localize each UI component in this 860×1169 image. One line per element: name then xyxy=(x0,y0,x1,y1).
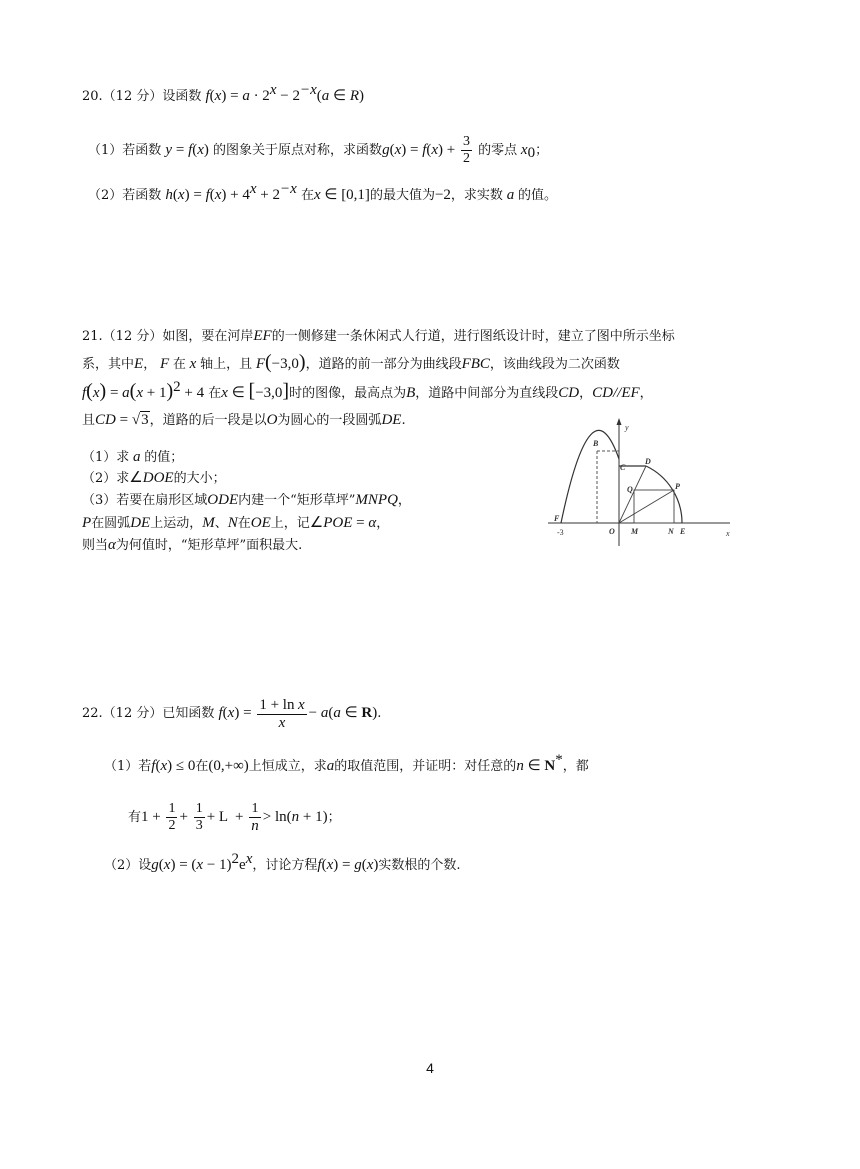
label-x: x xyxy=(726,529,730,538)
q20-part2: （2）若函数 $h(x) = f(x) + 4^x + 2^{-x}$ 在x ∈ [0,1]的最大值为−2，求实数 a 的值。 xyxy=(88,181,557,203)
q21-sub3: （3）若要在扇形区域ODE内建一个“矩形草坪”MNPQ， xyxy=(82,492,411,508)
label-o: O xyxy=(609,527,615,536)
label-q: Q xyxy=(627,485,633,494)
sqrt-3: √3 xyxy=(131,412,149,428)
label-neg3: -3 xyxy=(557,528,564,537)
label-b: B xyxy=(593,439,599,448)
label-m: M xyxy=(631,527,639,536)
label-e: E xyxy=(680,527,686,536)
label-d: D xyxy=(645,457,651,466)
q22-heading: 22.（12 分）已知函数 f(x) = $\frac{\text{1 + ln x}}{x}$ − a(a ∈ R). xyxy=(82,696,382,731)
q20-part1: （1）若函数 y = f(x) 的图象关于原点对称，求函数g(x) = f(x) + $\frac{3}{2}$ 的零点 $x_0$； xyxy=(88,134,549,166)
q22-inequality: 有1 + $\frac{1}{2}$ + $\frac{1}{3}$ + L + $\frac{1}{n}$ > ln(n + 1)； xyxy=(128,801,341,834)
q21-line2: 系，其中E， F 在 x 轴上，且 F(−3,0)，道路的前一部分为曲线段FBC，该曲线段为二次函数 xyxy=(82,351,620,373)
q20-heading: 20.（12 分）设函数 $f(x) = a \cdot 2^x - 2^{-x}(a$ ∈ R) xyxy=(82,82,364,104)
q21-sub1: （1）求 a 的值； xyxy=(82,449,184,465)
q21-line1: 21.（12 分）如图，要在河岸EF的一侧修建一条休闲式人行道，进行图纸设计时，建立了图中所示坐标 xyxy=(82,328,675,344)
q20-function-def: f xyxy=(205,88,210,104)
label-p: P xyxy=(675,482,680,491)
y-axis-arrow-icon xyxy=(617,418,622,425)
page-number: 4 xyxy=(426,1060,434,1076)
fraction-3-2: $\frac{3}{2}$ xyxy=(463,134,471,166)
q22-part1: （1）若f(x) ≤ 0在(0,+∞)上恒成立，求a的取值范围，并证明：对任意的n ∈ N*，都 xyxy=(104,752,589,774)
rect-mnpq xyxy=(634,490,674,523)
q21-line3: $f(x) = a(x + 1)^2 + 4$ 在x ∈ [−3,0]时的图像，最高点为B，道路中间部分为直线段CD，CD//EF， xyxy=(82,379,653,402)
q21-line4: 且CD = √3，道路的后一段是以O为圆心的一段圆弧DE. xyxy=(82,412,406,428)
label-f: F xyxy=(554,514,560,523)
label-n: N xyxy=(668,527,674,536)
label-c: C xyxy=(620,463,626,472)
q21-sub5: 则当α为何值时，“矩形草坪”面积最大. xyxy=(82,537,303,553)
label-y: y xyxy=(625,423,629,432)
q22-part2: （2）设$g(x) = (x - 1)^2e^x$，讨论方程f(x) = g(x)实数根的个数. xyxy=(104,851,461,873)
fraction-lnx: $\frac{\text{1 + ln x}}{x}$ xyxy=(259,696,305,731)
q21-sub2: （2）求∠DOE的大小； xyxy=(82,470,226,486)
curve-fbc xyxy=(561,430,619,523)
q21-sub4: P在圆弧DE上运动，M、N在OE上，记∠POE = α， xyxy=(82,515,390,531)
q21-figure xyxy=(546,418,742,548)
arc-de xyxy=(646,466,682,523)
